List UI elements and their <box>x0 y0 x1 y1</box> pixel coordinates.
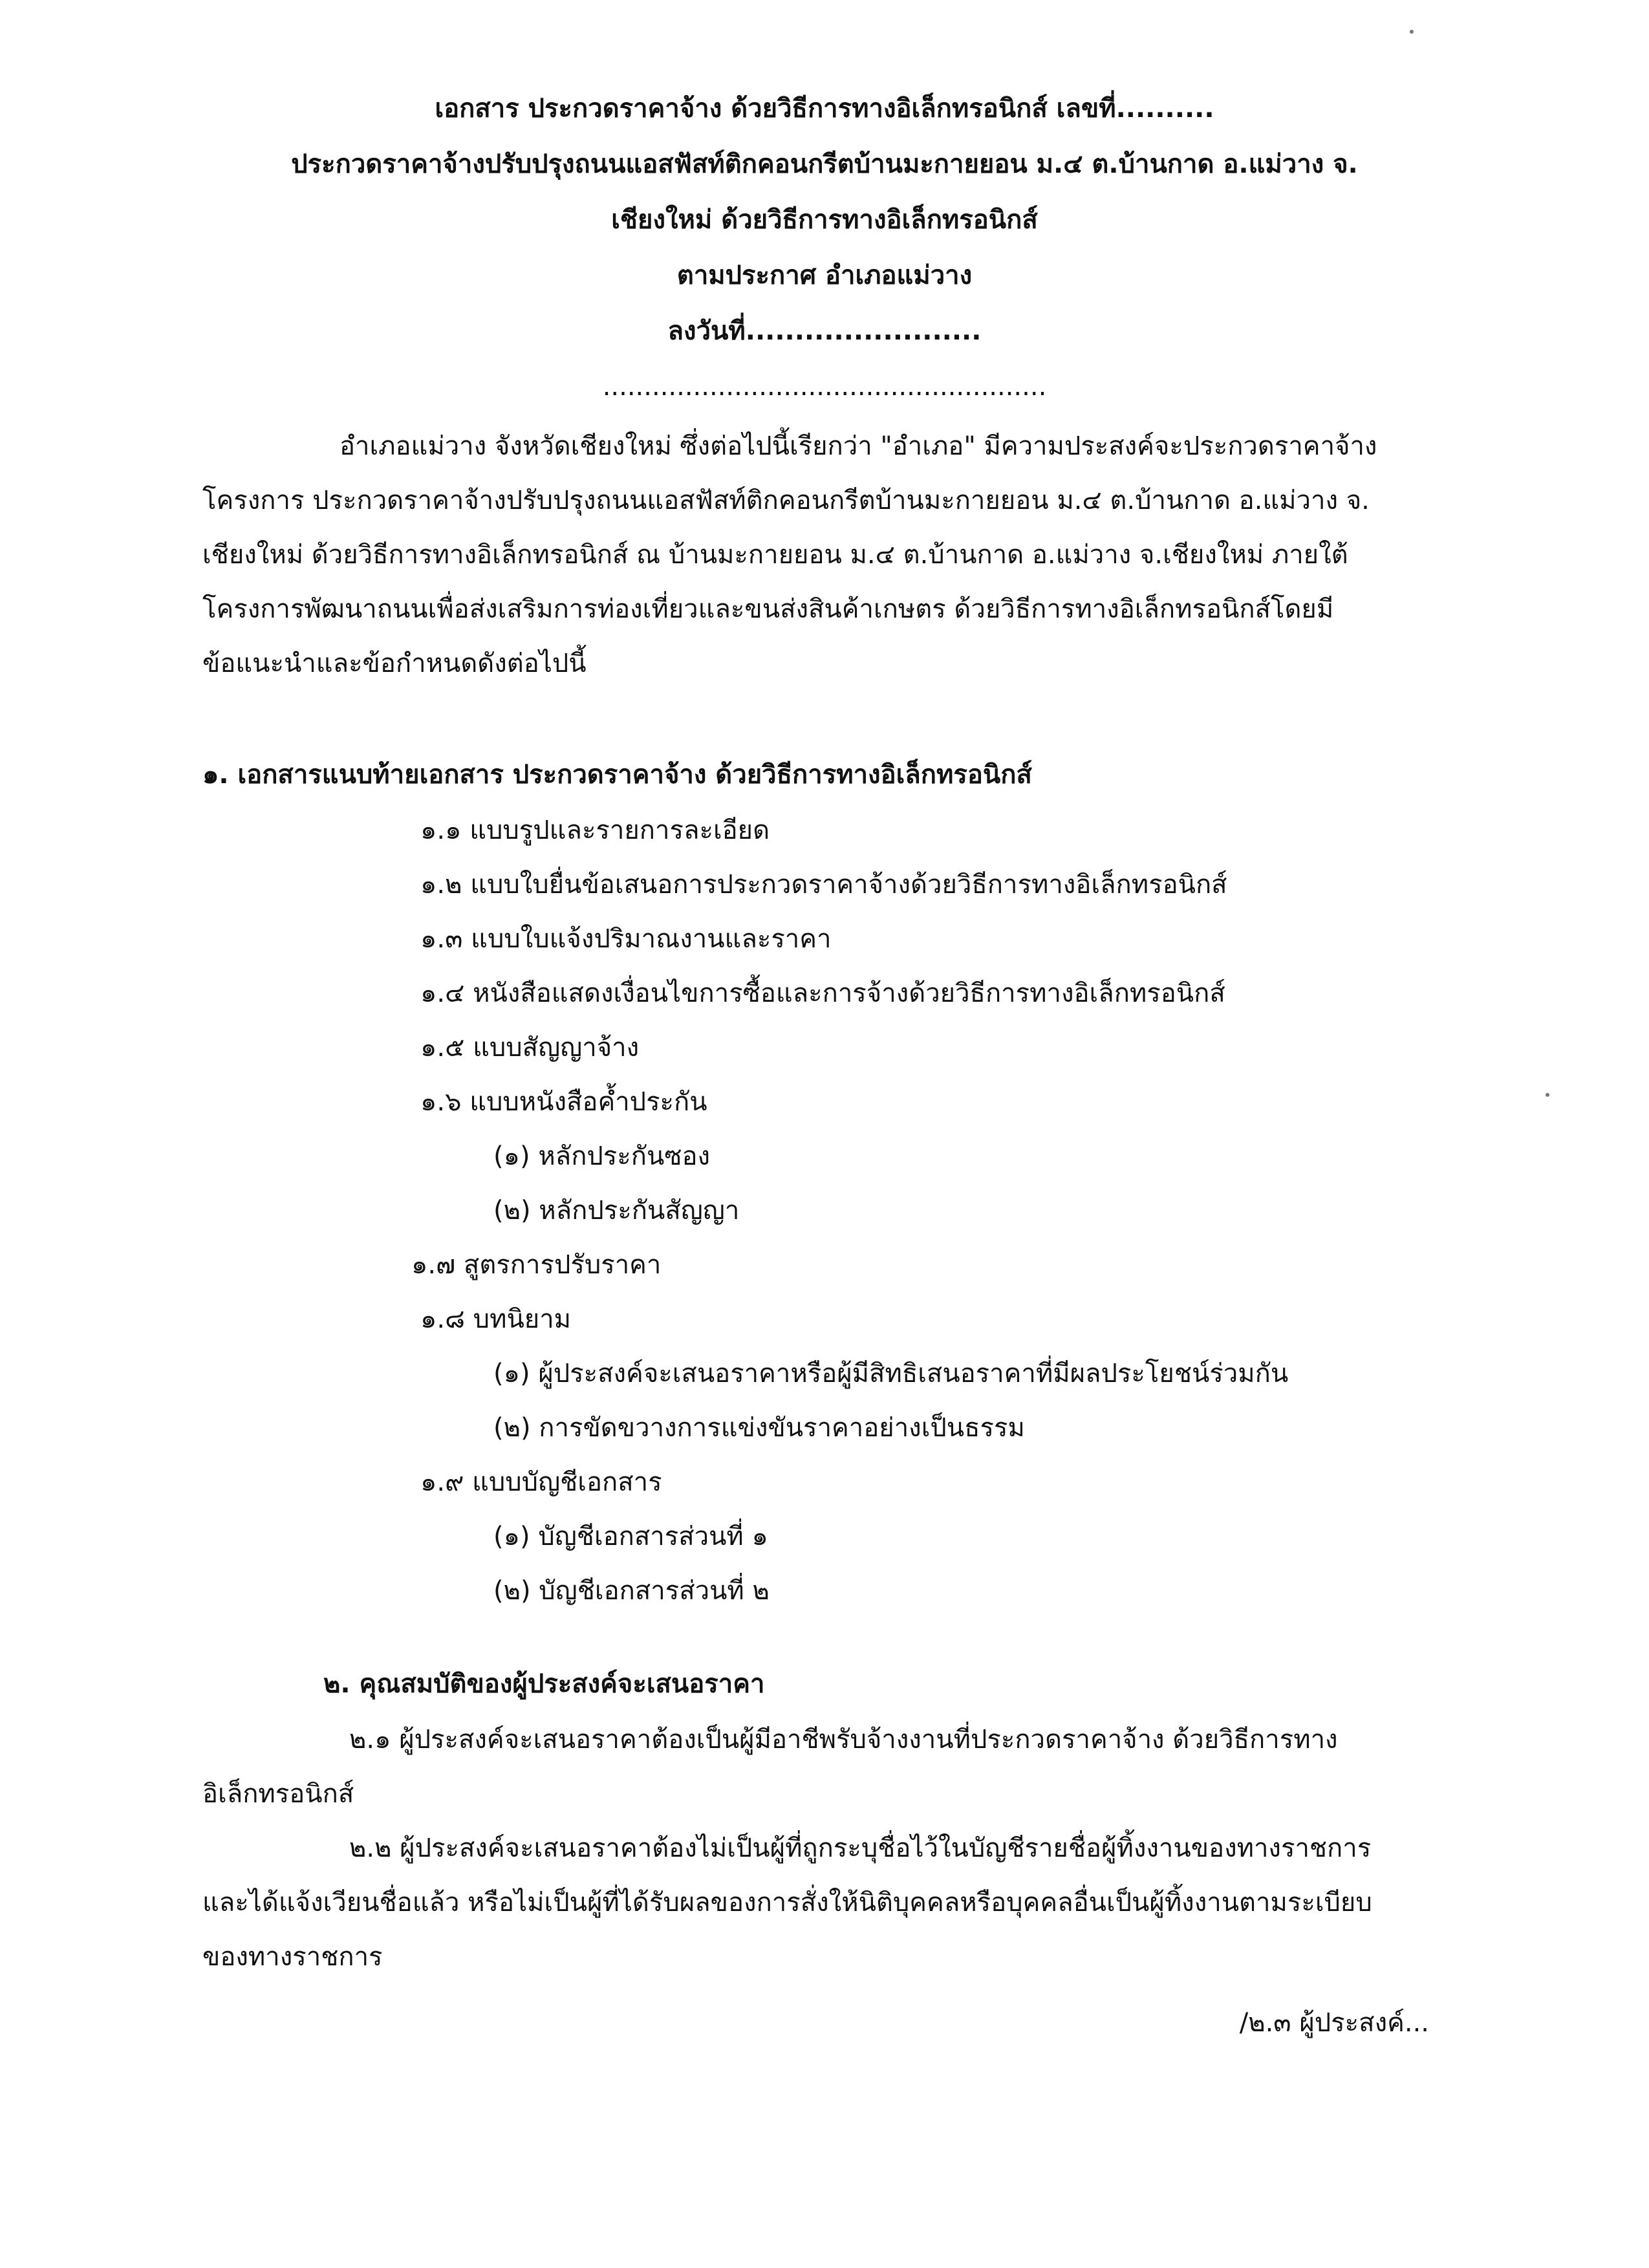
sub-list-item: (๑) หลักประกันซอง <box>493 1141 711 1171</box>
intro-line: ข้อแนะนำและข้อกำหนดดังต่อไปนี้ <box>202 649 587 678</box>
document-title: เอกสาร ประกวดราคาจ้าง ด้วยวิธีการทางอิเล็กทรอนิกส์ เลขที่.......... <box>435 94 1214 124</box>
list-item: ๑.๑ แบบรูปและรายการละเอียด <box>420 815 770 845</box>
sub-list-item: (๒) หลักประกันสัญญา <box>493 1196 740 1226</box>
intro-line: เชียงใหม่ ด้วยวิธีการทางอิเล็กทรอนิกส์ ณ บ้านมะกายยอน ม.๔ ต.บ้านกาด อ.แม่วาง จ.เชียงใหม่ ภายใต้ <box>202 540 1348 570</box>
list-item: ๑.๔ หนังสือแสดงเงื่อนไขการซื้อและการจ้างด้วยวิธีการทางอิเล็กทรอนิกส์ <box>420 978 1225 1008</box>
sub-list-item: (๒) บัญชีเอกสารส่วนที่ ๒ <box>493 1576 770 1606</box>
list-item: ๑.๙ แบบบัญชีเอกสาร <box>420 1467 662 1497</box>
paragraph-2-2-line: ของทางราชการ <box>202 1942 383 1972</box>
intro-line: อำเภอแม่วาง จังหวัดเชียงใหม่ ซึ่งต่อไปนี้เรียกว่า "อำเภอ" มีความประสงค์จะประกวดราคาจ้าง <box>339 431 1377 461</box>
paragraph-2-2-line: และได้แจ้งเวียนชื่อแล้ว หรือไม่เป็นผู้ที่ได้รับผลของการสั่งให้นิติบุคคลหรือบุคคลอื่นเป็นผู้ทิ้งงานตามระเบียบ <box>202 1888 1372 1917</box>
scan-speck <box>1410 30 1414 34</box>
sub-list-item: (๑) ผู้ประสงค์จะเสนอราคาหรือผู้มีสิทธิเสนอราคาที่มีผลประโยชน์ร่วมกัน <box>493 1359 1289 1388</box>
section-2-heading: ๒. คุณสมบัติของผู้ประสงค์จะเสนอราคา <box>323 1669 765 1699</box>
date-line: ลงวันที่........................ <box>667 316 982 346</box>
separator-dots: ...................................................... <box>602 372 1047 402</box>
list-item: ๑.๓ แบบใบแจ้งปริมาณงานและราคา <box>420 924 832 954</box>
list-item: ๑.๘ บทนิยาม <box>420 1304 572 1334</box>
paragraph-2-2-line: ๒.๒ ผู้ประสงค์จะเสนอราคาต้องไม่เป็นผู้ที่ถูกระบุชื่อไว้ในบัญชีรายชื่อผู้ทิ้งงานของทางราชการ <box>349 1833 1372 1863</box>
continuation-marker: /๒.๓ ผู้ประสงค์... <box>1239 2008 1429 2038</box>
list-item: ๑.๖ แบบหนังสือค้ำประกัน <box>420 1087 707 1117</box>
section-1-heading: ๑. เอกสารแนบท้ายเอกสาร ประกวดราคาจ้าง ด้วยวิธีการทางอิเล็กทรอนิกส์ <box>202 760 1032 790</box>
announcement-line: ตามประกาศ อำเภอแม่วาง <box>676 261 973 290</box>
paragraph-2-1-line: อิเล็กทรอนิกส์ <box>202 1779 354 1809</box>
project-title-line-2: เชียงใหม่ ด้วยวิธีการทางอิเล็กทรอนิกส์ <box>611 205 1038 235</box>
list-item: ๑.๒ แบบใบยื่นข้อเสนอการประกวดราคาจ้างด้วยวิธีการทางอิเล็กทรอนิกส์ <box>420 870 1227 900</box>
project-title-line-1: ประกวดราคาจ้างปรับปรุงถนนแอสฟัสท์ติกคอนกรีตบ้านมะกายยอน ม.๔ ต.บ้านกาด อ.แม่วาง จ. <box>291 149 1358 179</box>
sub-list-item: (๑) บัญชีเอกสารส่วนที่ ๑ <box>493 1522 768 1551</box>
intro-line: โครงการ ประกวดราคาจ้างปรับปรุงถนนแอสฟัสท์ติกคอนกรีตบ้านมะกายยอน ม.๔ ต.บ้านกาด อ.แม่วาง จ. <box>202 486 1370 515</box>
list-item: ๑.๗ สูตรการปรับราคา <box>411 1250 662 1280</box>
paragraph-2-1-line: ๒.๑ ผู้ประสงค์จะเสนอราคาต้องเป็นผู้มีอาชีพรับจ้างงานที่ประกวดราคาจ้าง ด้วยวิธีการทาง <box>349 1725 1338 1755</box>
list-item: ๑.๕ แบบสัญญาจ้าง <box>420 1033 640 1063</box>
sub-list-item: (๒) การขัดขวางการแข่งขันราคาอย่างเป็นธรรม <box>493 1413 1025 1443</box>
intro-line: โครงการพัฒนาถนนเพื่อส่งเสริมการท่องเที่ยวและขนส่งสินค้าเกษตร ด้วยวิธีการทางอิเล็กทรอนิกส์โดยมี <box>202 594 1334 624</box>
scan-speck <box>1546 1093 1549 1097</box>
